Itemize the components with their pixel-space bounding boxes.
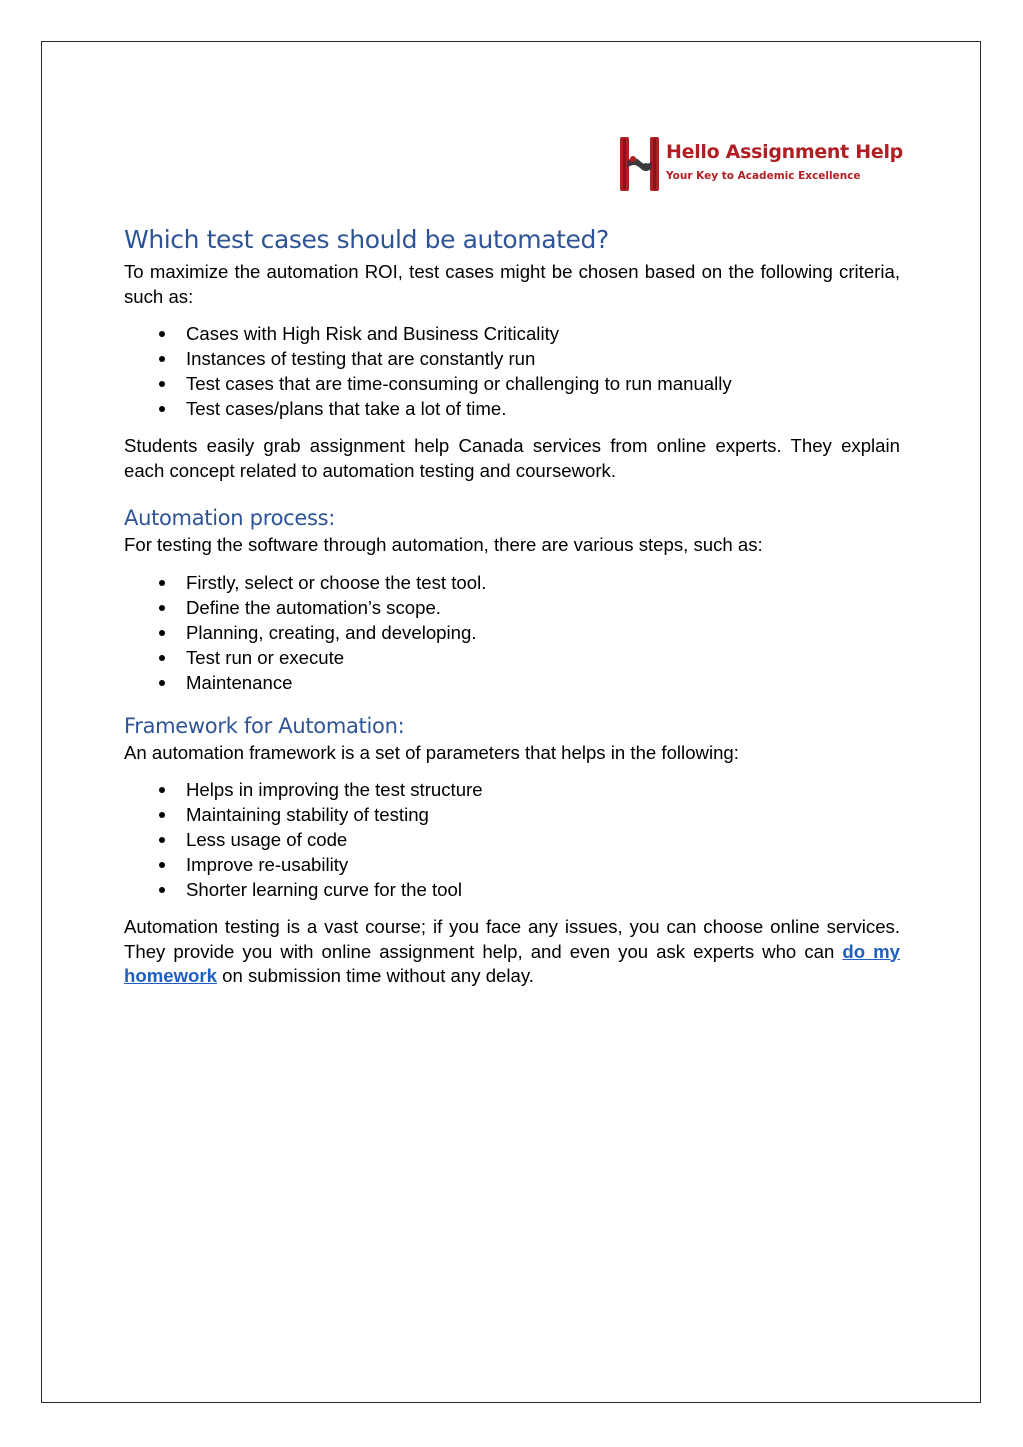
brand-logo <box>618 135 908 195</box>
section-outro <box>124 915 900 989</box>
document-body <box>124 220 900 989</box>
section-heading-framework-for-automation: Framework for Automation: <box>124 713 405 738</box>
list-item: Define the automation’s scope. <box>124 595 900 620</box>
section-heading-automation-process: Automation process: <box>124 506 336 530</box>
list-item: Cases with High Risk and Business Criticality <box>124 321 900 346</box>
logo-tagline: Your Key to Academic Excellence <box>666 170 861 182</box>
bullet-list <box>124 570 900 695</box>
section-intro: An automation framework is a set of parameters that helps in the following: <box>124 741 739 763</box>
section-outro: Students easily grab assignment help Canada services from online experts. They explain each concept related to automation testing and coursework. <box>124 435 900 481</box>
list-item: Firstly, select or choose the test tool. <box>124 570 900 595</box>
list-item: Planning, creating, and developing. <box>124 620 900 645</box>
section-heading-which-test-cases: Which test cases should be automated? <box>124 225 609 254</box>
section-intro: To maximize the automation ROI, test cases might be chosen based on the following criteria, such as: <box>124 261 900 307</box>
list-item: Test run or execute <box>124 645 900 670</box>
list-item: Instances of testing that are constantly run <box>124 346 900 371</box>
do-my-homework-link[interactable]: do my homework <box>124 940 900 986</box>
bullet-list <box>124 321 900 421</box>
logo-h-icon <box>618 135 662 193</box>
list-item: Shorter learning curve for the tool <box>124 877 900 902</box>
list-item: Maintaining stability of testing <box>124 802 900 827</box>
list-item: Test cases that are time-consuming or challenging to run manually <box>124 371 900 396</box>
outro-text-before-link: Automation testing is a vast course; if you face any issues, you can choose online services. They provide you with online assignment help, and even you ask experts who can <box>124 916 900 962</box>
list-item: Test cases/plans that take a lot of time. <box>124 396 900 421</box>
bullet-list <box>124 777 900 902</box>
section-intro: For testing the software through automation, there are various steps, such as: <box>124 534 763 555</box>
outro-text-after-link: on submission time without any delay. <box>217 965 534 986</box>
list-item: Helps in improving the test structure <box>124 777 900 802</box>
list-item: Less usage of code <box>124 827 900 852</box>
logo-title: Hello Assignment Help <box>666 141 903 163</box>
list-item: Maintenance <box>124 670 900 695</box>
list-item: Improve re-usability <box>124 852 900 877</box>
